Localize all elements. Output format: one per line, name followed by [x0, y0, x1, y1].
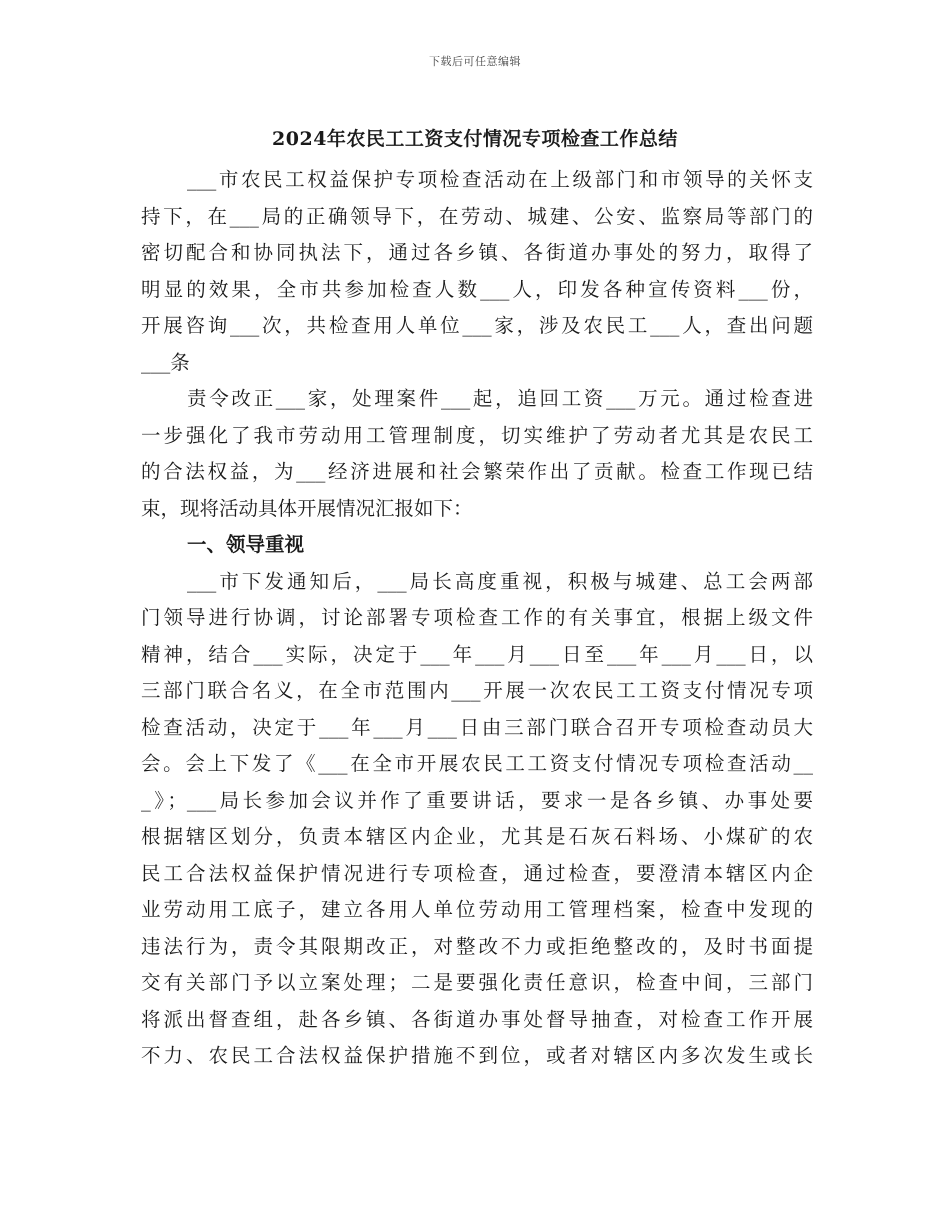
- body-line: 业劳动用工底子，建立各用人单位劳动用工管理档案，检查中发现的: [141, 898, 813, 921]
- body-line: 民工合法权益保护情况进行专项检查，通过检查，要澄清本辖区内企: [141, 861, 813, 885]
- body-line: 的合法权益，为___经济进展和社会繁荣作出了贡献。检查工作现已结: [141, 460, 813, 483]
- body-line: 检查活动，决定于___年___月___日由三部门联合召开专项检查动员大: [141, 715, 813, 739]
- body-line: _》；___局长参加会议并作了重要讲话，要求一是各乡镇、办事处要: [141, 788, 813, 812]
- body-line: 将派出督查组，赴各乡镇、各街道办事处督导抽查，对检查工作开展: [141, 1007, 813, 1031]
- body-line: 持下，在___局的正确领导下，在劳动、城建、公安、监察局等部门的: [141, 204, 813, 228]
- body-line: 不力、农民工合法权益保护措施不到位，或者对辖区内多次发生或长: [141, 1044, 813, 1067]
- body-line: 密切配合和协同执法下，通过各乡镇、各街道办事处的努力，取得了: [141, 241, 813, 264]
- document-title: 2024年农民工工资支付情况专项检查工作总结: [272, 128, 678, 150]
- body-line: 一步强化了我市劳动用工管理制度，切实维护了劳动者尤其是农民工: [141, 423, 813, 447]
- body-line: 三部门联合名义，在全市范围内___开展一次农民工工资支付情况专项: [141, 679, 813, 702]
- body-line: 交有关部门予以立案处理；二是要强化责任意识，检查中间，三部门: [141, 971, 813, 994]
- body-line: 精神，结合___实际，决定于___年___月___日至___年___月___日，以: [141, 642, 813, 666]
- body-line: ___条: [141, 350, 190, 374]
- body-line: 根据辖区划分，负责本辖区内企业，尤其是石灰石料场、小煤矿的农: [141, 825, 813, 848]
- body-line: 束，现将活动具体开展情况汇报如下：: [141, 496, 473, 520]
- body-line: 违法行为，责令其限期改正，对整改不力或拒绝整改的，及时书面提: [141, 934, 813, 958]
- body-line: 责令改正___家，处理案件___起，追回工资___万元。通过检查进: [187, 387, 813, 410]
- header-note: 下载后可任意编辑: [429, 55, 521, 68]
- body-line: 门领导进行协调，讨论部署专项检查工作的有关事宜，根据上级文件: [141, 606, 813, 629]
- body-line: 开展咨询___次，共检查用人单位___家，涉及农民工___人，查出问题: [141, 314, 813, 337]
- document-body: [141, 162, 813, 1075]
- body-line: ___市农民工权益保护专项检查活动在上级部门和市领导的关怀支: [187, 168, 813, 191]
- section-heading: 一、领导重视: [187, 533, 305, 556]
- body-line: 会。会上下发了《___在全市开展农民工工资支付情况专项检查活动__: [141, 752, 813, 775]
- body-line: 明显的效果，全市共参加检查人数___人，印发各种宣传资料___份，: [141, 277, 813, 301]
- body-line: ___市下发通知后，___局长高度重视，积极与城建、总工会两部: [187, 569, 813, 593]
